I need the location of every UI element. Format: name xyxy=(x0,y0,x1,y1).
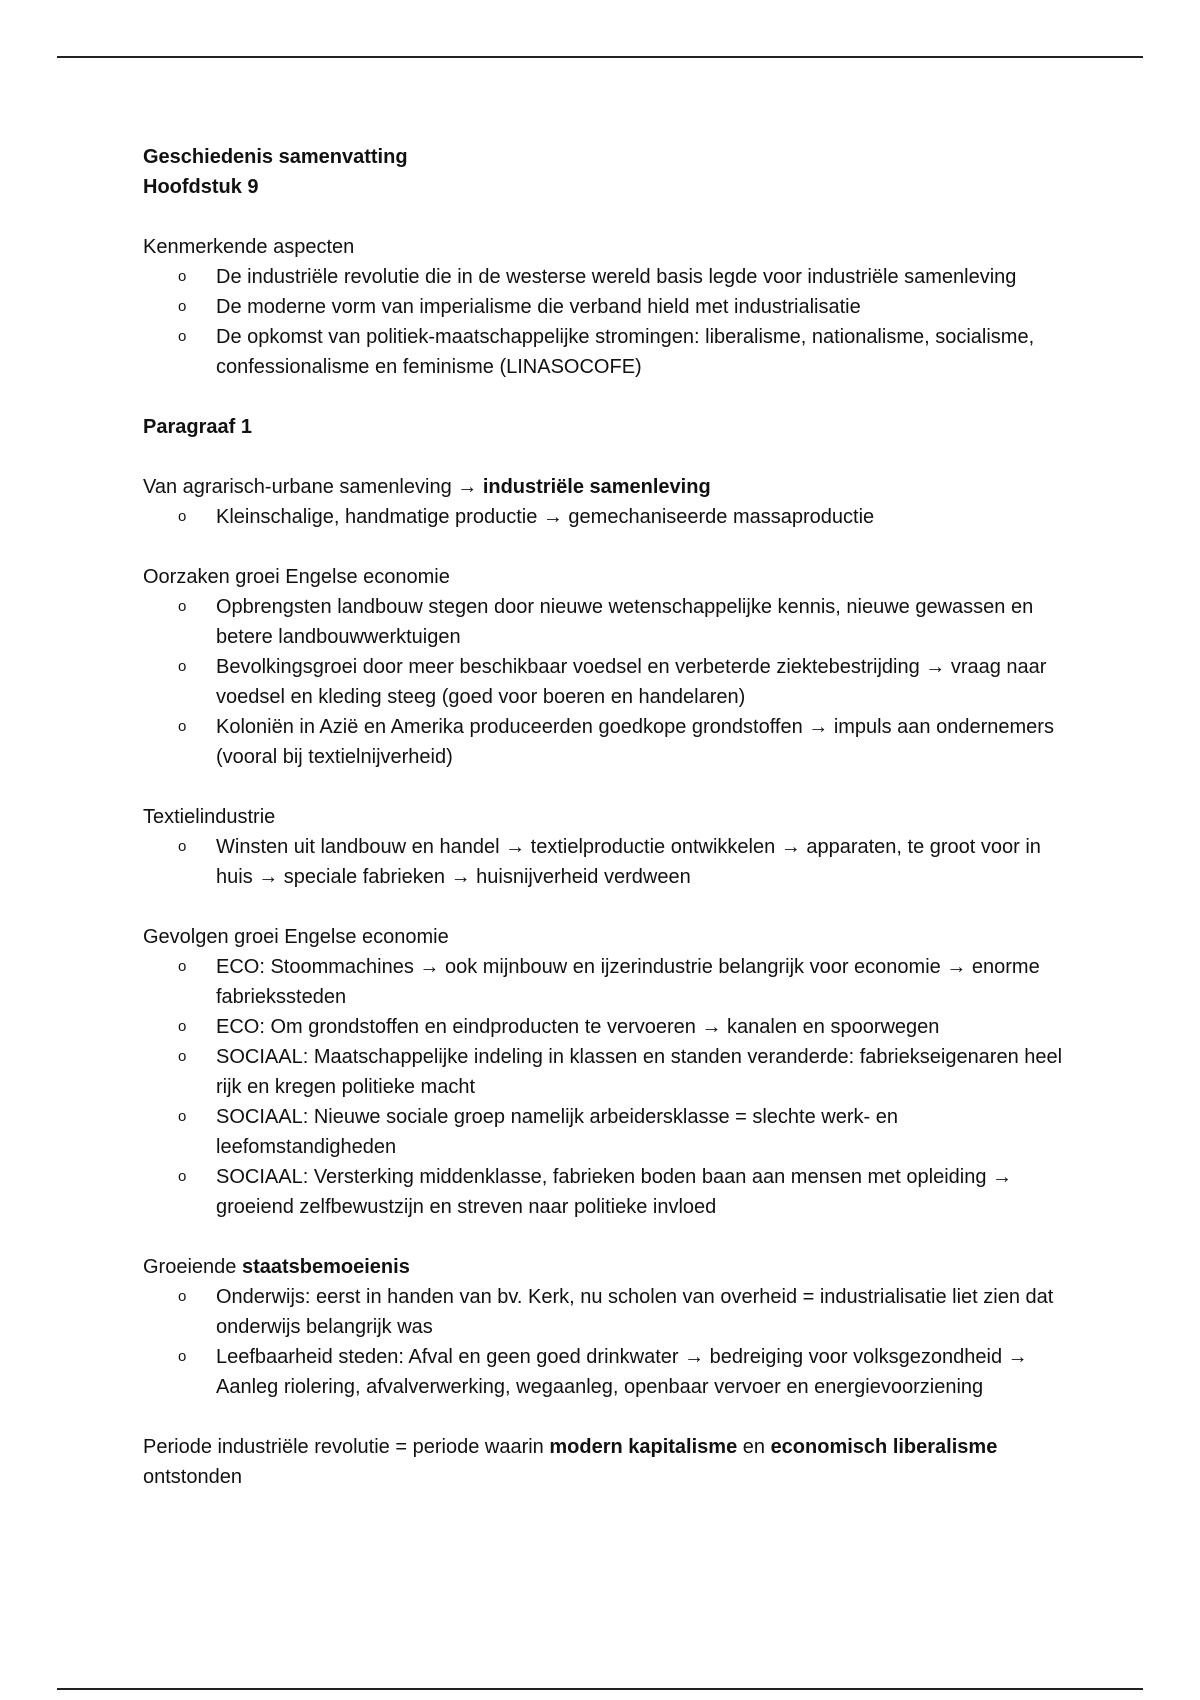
paragraph-heading: Paragraaf 1 xyxy=(143,416,252,438)
section-heading-textiel: Textielindustrie xyxy=(143,806,276,828)
bullet-icon: o xyxy=(178,658,187,675)
list-item: o Kleinschalige, handmatige productie → gemechaniseerde massaproductie xyxy=(216,502,1063,532)
bullet-icon: o xyxy=(178,328,187,345)
bullet-icon: o xyxy=(178,298,187,315)
bullet-icon: o xyxy=(178,718,187,735)
section-heading-kenmerkende: Kenmerkende aspecten xyxy=(143,236,355,258)
bullet-icon: o xyxy=(178,268,187,285)
bullet-icon: o xyxy=(178,598,187,615)
section-heading-groeiende: Groeiende staatsbemoeienis xyxy=(143,1256,410,1278)
list-item: o SOCIAAL: Maatschappelijke indeling in klassen en standen veranderde: fabriekseigenaren heel rijk en kregen politieke macht xyxy=(216,1042,1063,1102)
list-van-agrarisch xyxy=(143,502,1063,532)
list-textiel xyxy=(143,832,1063,892)
list-item: o De industriële revolutie die in de westerse wereld basis legde voor industriële samenleving xyxy=(216,262,1063,292)
list-groeiende xyxy=(143,1282,1063,1402)
top-rule xyxy=(57,56,1143,58)
section-heading-van-agrarisch: Van agrarisch-urbane samenleving → industriële samenleving xyxy=(143,476,711,498)
list-item: o Koloniën in Azië en Amerika produceerden goedkope grondstoffen → impuls aan ondernemers (vooral bij textielnijverheid) xyxy=(216,712,1063,772)
list-kenmerkende xyxy=(143,262,1063,382)
bottom-rule xyxy=(57,1688,1143,1690)
bullet-icon: o xyxy=(178,958,187,975)
bullet-icon: o xyxy=(178,508,187,525)
list-item: o Leefbaarheid steden: Afval en geen goed drinkwater → bedreiging voor volksgezondheid → Aanleg riolering, afvalverwerking, wegaanleg, openbaar vervoer en energievoorziening xyxy=(216,1342,1063,1402)
bullet-icon: o xyxy=(178,1018,187,1035)
section-heading-oorzaken: Oorzaken groei Engelse economie xyxy=(143,566,450,588)
section-heading-gevolgen: Gevolgen groei Engelse economie xyxy=(143,926,449,948)
list-oorzaken xyxy=(143,592,1063,772)
list-gevolgen xyxy=(143,952,1063,1222)
list-item: o Winsten uit landbouw en handel → textielproductie ontwikkelen → apparaten, te groot voor in huis → speciale fabrieken → huisnijverheid verdween xyxy=(216,832,1063,892)
list-item: o Bevolkingsgroei door meer beschikbaar voedsel en verbeterde ziektebestrijding → vraag naar voedsel en kleding steeg (goed voor boeren en handelaren) xyxy=(216,652,1063,712)
bullet-icon: o xyxy=(178,1108,187,1125)
list-item: o SOCIAAL: Versterking middenklasse, fabrieken boden baan aan mensen met opleiding → groeiend zelfbewustzijn en streven naar politieke invloed xyxy=(216,1162,1063,1222)
periode-paragraph: Periode industriële revolutie = periode waarin modern kapitalisme en economisch liberalisme ontstonden xyxy=(143,1436,998,1488)
bullet-icon: o xyxy=(178,1048,187,1065)
bullet-icon: o xyxy=(178,1168,187,1185)
document-body xyxy=(143,142,1063,1492)
list-item: o De moderne vorm van imperialisme die verband hield met industrialisatie xyxy=(216,292,1063,322)
list-item: o Opbrengsten landbouw stegen door nieuwe wetenschappelijke kennis, nieuwe gewassen en betere landbouwwerktuigen xyxy=(216,592,1063,652)
list-item: o SOCIAAL: Nieuwe sociale groep namelijk arbeidersklasse = slechte werk- en leefomstandigheden xyxy=(216,1102,1063,1162)
list-item: o ECO: Om grondstoffen en eindproducten te vervoeren → kanalen en spoorwegen xyxy=(216,1012,1063,1042)
bullet-icon: o xyxy=(178,1348,187,1365)
list-item: o ECO: Stoommachines → ook mijnbouw en ijzerindustrie belangrijk voor economie → enorme fabriekssteden xyxy=(216,952,1063,1012)
list-item: o De opkomst van politiek-maatschappelijke stromingen: liberalisme, nationalisme, socialisme, confessionalisme en feminisme (LINASOCOFE) xyxy=(216,322,1063,382)
chapter-title: Hoofdstuk 9 xyxy=(143,176,259,198)
list-item: o Onderwijs: eerst in handen van bv. Kerk, nu scholen van overheid = industrialisatie liet zien dat onderwijs belangrijk was xyxy=(216,1282,1063,1342)
bullet-icon: o xyxy=(178,838,187,855)
bullet-icon: o xyxy=(178,1288,187,1305)
document-title: Geschiedenis samenvatting xyxy=(143,146,408,168)
